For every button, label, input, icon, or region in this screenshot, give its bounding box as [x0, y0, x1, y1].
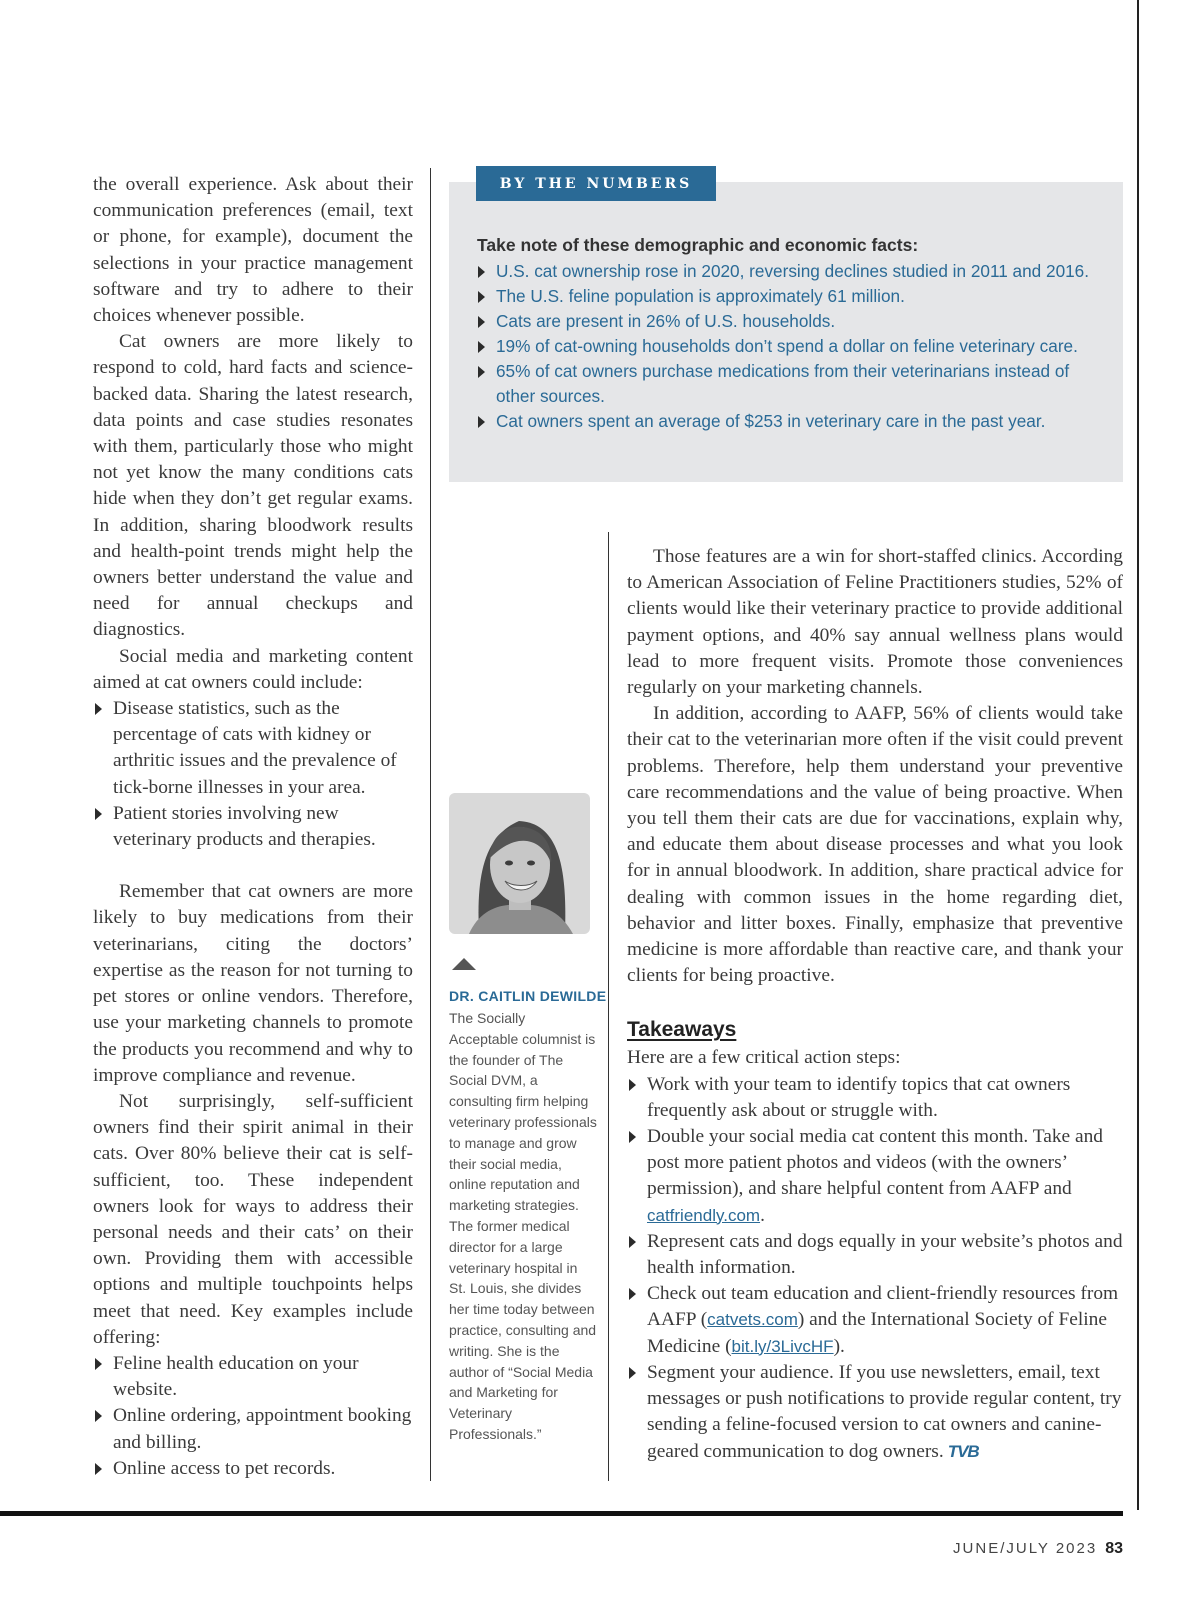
paragraph: Social media and marketing content aimed at cat owners could include:	[93, 645, 413, 693]
page-edge-rule	[1137, 0, 1139, 1510]
author-name: DR. CAITLIN DEWILDE	[449, 988, 607, 1004]
fact-item: Cats are present in 26% of U.S. households.	[477, 309, 1097, 334]
list-item: Disease statistics, such as the percentage of cats with kidney or arthritic issues and the prevalence of tick-borne illnesses in your area.	[93, 696, 413, 801]
list-item: Feline health education on your website.	[93, 1351, 413, 1403]
list-item: Online access to pet records.	[93, 1456, 413, 1482]
page-number: 83	[1105, 1540, 1123, 1557]
content-ideas-list	[93, 696, 413, 853]
by-the-numbers-tag: BY THE NUMBERS	[476, 166, 716, 201]
photo-caption-arrow-icon	[452, 958, 476, 970]
fact-item: The U.S. feline population is approximately 61 million.	[477, 284, 1097, 309]
list-item: Double your social media cat content this month. Take and post more patient photos and videos (with the owners’ permission), and share helpful content from AAFP and catfriendly.com.	[627, 1124, 1123, 1229]
facts-list	[477, 259, 1097, 434]
catfriendly-link[interactable]: catfriendly.com	[647, 1205, 761, 1225]
fact-item: Cat owners spent an average of $253 in veterinary care in the past year.	[477, 409, 1097, 434]
takeaways-list	[627, 1072, 1123, 1465]
folio	[953, 1540, 1123, 1558]
paragraph: Cat owners are more likely to respond to cold, hard facts and science-backed data. Sharing the latest research, data points and case studies resonates with them, particularly those who might not yet know the many conditions cats hide when they don’t get regular exams. In addition, sharing bloodwork results and health-point trends might help the owners better understand the value and need for annual checkups and diagnostics.	[93, 331, 413, 641]
author-photo	[449, 793, 590, 934]
offerings-list	[93, 1351, 413, 1482]
left-column	[93, 172, 413, 1482]
paragraph: In addition, according to AAFP, 56% of clients would take their cat to the veterinarian more often if the visit could prevent problems. Therefore, help them understand your preventive care recommendations and the value of being proactive. When you tell them their cats are due for vaccinations, explain why, and educate them about disease processes and what you look for in annual bloodwork. In addition, share practical advice for dealing with common issues in the home regarding diet, behavior and litter boxes. Finally, emphasize that preventive medicine is more affordable than reactive care, and thank your clients for being proactive.	[627, 703, 1123, 987]
takeaways-heading: Takeaways	[627, 1018, 737, 1042]
paragraph: Those features are a win for short-staffed clinics. According to American Association of Feline Practitioners studies, 52% of clients would like their veterinary practice to provide additional payment options, and 40% say annual wellness plans would lead to more frequent visits. Promote those conveniences regularly on your marketing channels.	[627, 546, 1123, 699]
footer-rule	[0, 1511, 1123, 1516]
fact-item: U.S. cat ownership rose in 2020, reversing declines studied in 2011 and 2016.	[477, 259, 1097, 284]
issue-date: JUNE/JULY 2023	[953, 1540, 1098, 1557]
paragraph: the overall experience. Ask about their communication preferences (email, text or phone, for example), document the selections in your practice management software and try to adhere to their choices whenever possible.	[93, 174, 413, 327]
fact-item: 65% of cat owners purchase medications from their veterinarians instead of other sources.	[477, 359, 1097, 409]
paragraph: Remember that cat owners are more likely to buy medications from their veterinarians, citing the doctors’ expertise as the reason for not turning to pet stores or online vendors. Therefore, use your marketing channels to promote the products you recommend and why to improve compliance and revenue.	[93, 881, 413, 1086]
author-bio: The Socially Acceptable columnist is the founder of The Social DVM, a consulting firm helping veterinary professionals to manage and grow their social media, online reputation and marketing strategies. The former medical director for a large veterinary hospital in St. Louis, she divides her time today between practice, consulting and writing. She is the author of “Social Media and Marketing for Veterinary Professionals.”	[449, 1010, 597, 1442]
by-the-numbers-heading: Take note of these demographic and economic facts:	[477, 235, 919, 255]
paragraph: Not surprisingly, self-sufficient owners find their spirit animal in their cats. Over 80% believe their cat is self-sufficient, too. These independent owners look for ways to address their personal needs and their cats’ on their own. Providing them with accessible options and multiple touchpoints helps meet that need. Key examples include offering:	[93, 1090, 413, 1348]
list-item: Segment your audience. If you use newsletters, email, text messages or push notifications to provide regular content, try sending a feline-focused version to cat owners and canine-geared communication to dog owners. TVB	[627, 1360, 1123, 1465]
list-item: Represent cats and dogs equally in your website’s photos and health information.	[627, 1229, 1123, 1281]
column-divider	[430, 168, 431, 1481]
author-portrait-image	[449, 793, 590, 934]
list-item: Work with your team to identify topics that cat owners frequently ask about or struggle with.	[627, 1072, 1123, 1124]
isfm-link[interactable]: bit.ly/3LivcHF	[731, 1336, 834, 1356]
list-item: Check out team education and client-friendly resources from AAFP (catvets.com) and the International Society of Feline Medicine (bit.ly/3LivcHF).	[627, 1281, 1123, 1360]
list-item: Patient stories involving new veterinary products and therapies.	[93, 801, 413, 853]
takeaways-intro: Here are a few critical action steps:	[627, 1047, 901, 1069]
tvb-end-mark: TVB	[947, 1441, 979, 1461]
fact-item: 19% of cat-owning households don’t spend a dollar on feline veterinary care.	[477, 334, 1097, 359]
right-column	[627, 544, 1123, 1465]
list-item: Online ordering, appointment booking and billing.	[93, 1403, 413, 1455]
catvets-link[interactable]: catvets.com	[707, 1310, 798, 1330]
column-divider	[608, 532, 609, 1481]
